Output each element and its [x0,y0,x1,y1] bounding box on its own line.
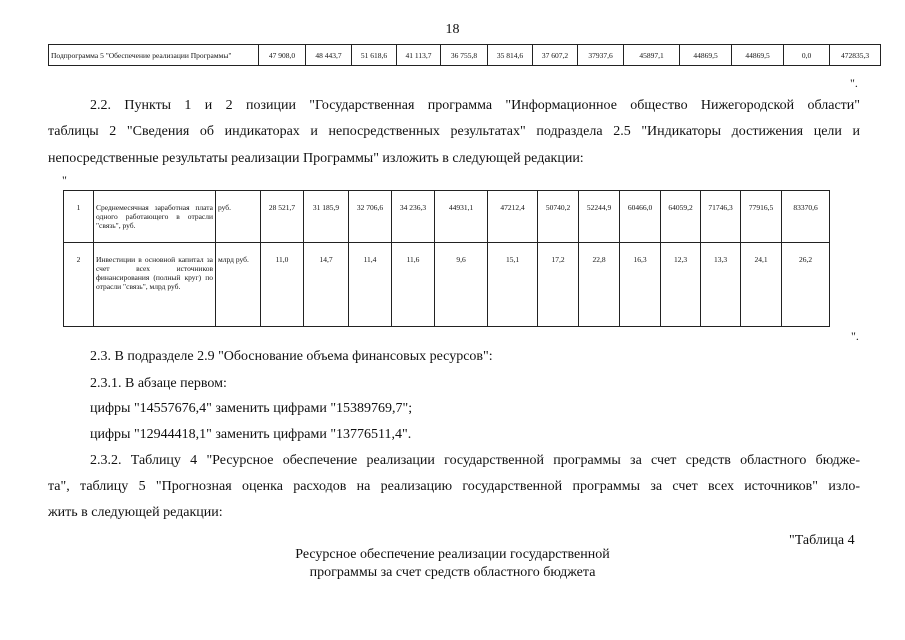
value-cell: 50740,2 [538,191,579,243]
value-cell: 34 236,3 [392,191,435,243]
replacement-line-1: цифры "14557676,4" заменить цифрами "15389769,7"; [90,401,413,416]
opening-quote: " [62,173,67,187]
paragraph-2-3-2-line3: жить в следующей редакции: [48,505,223,520]
table-4-title-line2: программы за счет средств областного бюджета [309,565,596,580]
value-cell: 44869,5 [732,45,784,66]
value-cell: 26,2 [782,243,830,327]
value-cell: 83370,6 [782,191,830,243]
table-4-label: "Таблица 4 [789,533,855,548]
value-cell: 47 908,0 [259,45,306,66]
subprogram-table [48,44,881,66]
value-cell: 44869,5 [680,45,732,66]
value-cell: 13,3 [701,243,741,327]
value-cell: 472835,3 [830,45,881,66]
paragraph-2-2-line2: таблицы 2 "Сведения об индикаторах и непосредственных результатах" подраздела 2.5 "Индикаторы достижения цели и [48,124,860,139]
value-cell: 11,0 [261,243,304,327]
value-cell: 17,2 [538,243,579,327]
value-cell: 28 521,7 [261,191,304,243]
table-row [64,191,860,243]
value-cell: 15,1 [488,243,538,327]
value-cell: 45897,1 [624,45,680,66]
paragraph-2-3: 2.3. В подразделе 2.9 "Обоснование объема финансовых ресурсов": [90,349,493,364]
value-cell: 24,1 [741,243,782,327]
row-number: 1 [64,191,94,243]
value-cell: 12,3 [661,243,701,327]
value-cell: 32 706,6 [349,191,392,243]
value-cell: 14,7 [304,243,349,327]
paragraph-2-3-2-line2: та", таблицу 5 "Прогнозная оценка расходов на реализацию государственной программы за счет всех источников" изло- [48,479,860,494]
value-cell: 64059,2 [661,191,701,243]
value-cell: 11,4 [349,243,392,327]
indicator-label: Среднемесячная заработная плата одного работающего в отрасли "связь", руб. [94,191,216,243]
paragraph-2-3-2-line1: 2.3.2. Таблицу 4 "Ресурсное обеспечение реализации государственной программы за счет средств областного бюдже- [90,453,860,468]
value-cell: 37 607,2 [533,45,578,66]
value-cell: 48 443,7 [306,45,352,66]
indicator-unit: млрд руб. [216,243,261,327]
value-cell: 0,0 [784,45,830,66]
table-4-title-line1: Ресурсное обеспечение реализации государственной [295,547,610,562]
value-cell: 71746,3 [701,191,741,243]
value-cell: 60466,0 [620,191,661,243]
paragraph-2-2-line1: 2.2. Пункты 1 и 2 позиции "Государственная программа "Информационное общество Нижегородской области" [90,98,860,113]
value-cell: 9,6 [435,243,488,327]
page-number: 18 [445,22,460,37]
value-cell: 16,3 [620,243,661,327]
value-cell: 22,8 [579,243,620,327]
value-cell: 52244,9 [579,191,620,243]
table-row [64,243,860,327]
value-cell: 44931,1 [435,191,488,243]
row-number: 2 [64,243,94,327]
paragraph-2-3-1: 2.3.1. В абзаце первом: [90,376,227,391]
closing-quote: ". [850,76,858,90]
indicator-label: Инвестиции в основной капитал за счет всех источников финансирования (полный круг) по отрасли "связь", млрд руб. [94,243,216,327]
value-cell: 11,6 [392,243,435,327]
subprogram-label: Подпрограмма 5 "Обеспечение реализации Программы" [49,45,259,66]
closing-quote: ". [851,329,859,343]
value-cell: 41 113,7 [397,45,441,66]
value-cell: 51 618,6 [352,45,397,66]
value-cell: 77916,5 [741,191,782,243]
paragraph-2-2-line3: непосредственные результаты реализации Программы" изложить в следующей редакции: [48,151,584,166]
indicators-table [63,190,860,327]
value-cell: 47212,4 [488,191,538,243]
value-cell: 31 185,9 [304,191,349,243]
value-cell: 37937,6 [578,45,624,66]
value-cell: 35 814,6 [488,45,533,66]
table-row [49,45,881,66]
indicator-unit: руб. [216,191,261,243]
replacement-line-2: цифры "12944418,1" заменить цифрами "13776511,4". [90,427,412,442]
value-cell: 36 755,8 [441,45,488,66]
